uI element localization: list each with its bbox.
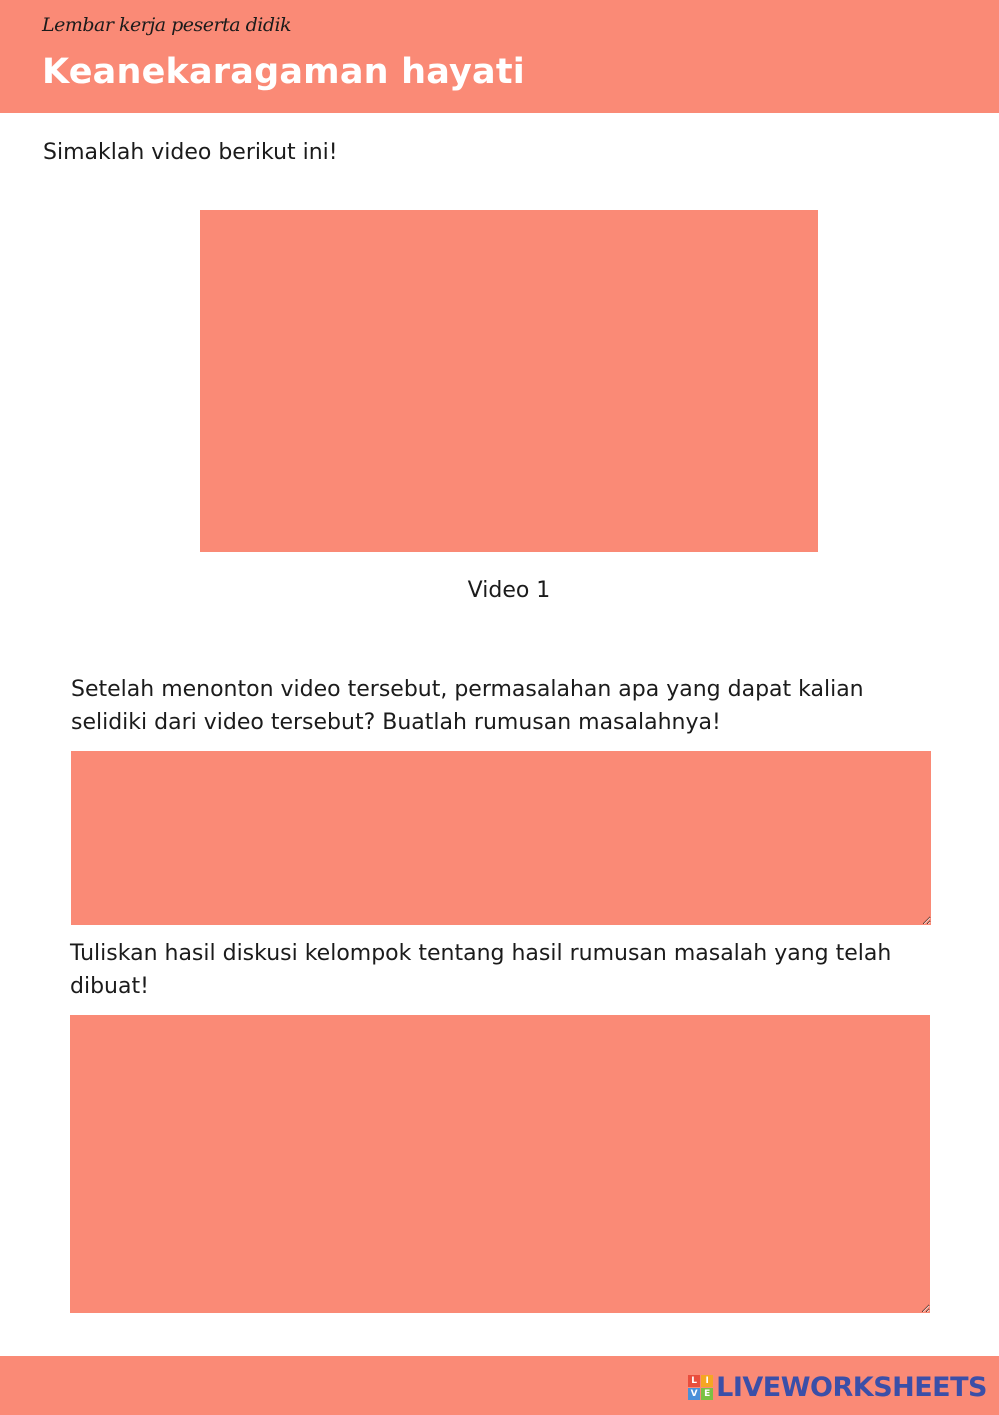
logo-letter-e: E [701,1388,713,1400]
page-title: Keanekaragaman hayati [42,52,525,92]
answer-box-2[interactable] [70,1015,930,1313]
logo-letter-v: V [688,1388,700,1400]
footer-bar [0,1356,999,1415]
answer-box-1[interactable] [71,751,931,925]
instruction-text: Simaklah video berikut ini! [43,140,338,165]
question-1: Setelah menonton video tersebut, permasalahan apa yang dapat kalian selidiki dari video tersebut? Buatlah rumusan masalahnya! [71,677,864,735]
liveworksheets-logo [688,1372,987,1403]
live-logo-icon [688,1375,713,1400]
logo-letter-l: L [688,1375,700,1387]
question-2: Tuliskan hasil diskusi kelompok tentang hasil rumusan masalah yang telah dibuat! [70,941,892,999]
video-player[interactable] [200,210,818,552]
logo-letter-i: I [701,1375,713,1387]
worksheet-subtitle: Lembar kerja peserta didik [42,14,292,36]
header-banner [0,0,999,113]
brand-name: LIVEWORKSHEETS [716,1372,987,1403]
video-caption: Video 1 [467,578,551,603]
